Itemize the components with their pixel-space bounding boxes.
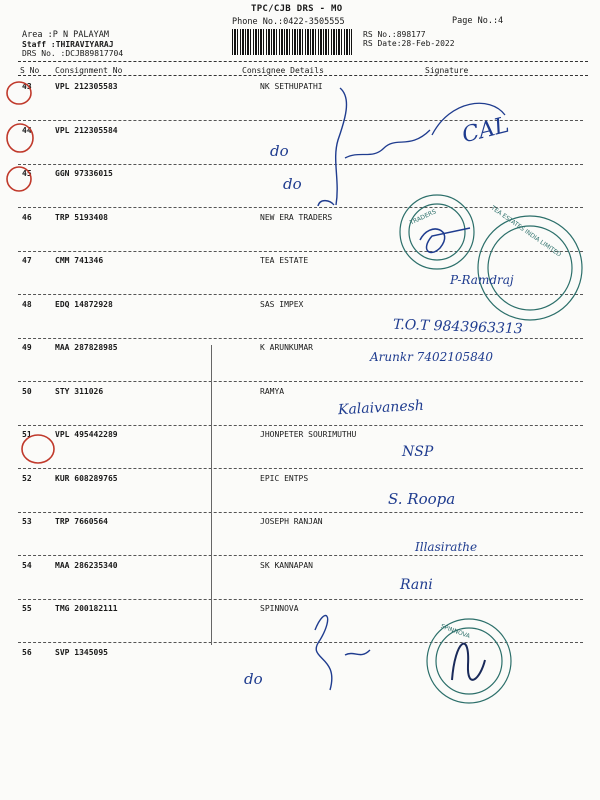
signature-row50: Kalaivanesh: [337, 397, 425, 419]
row-sno: 52: [22, 474, 32, 483]
staff-label: Staff :THIRAVIYARAJ: [22, 40, 114, 49]
stamp-1: [400, 195, 474, 269]
row-consignee: JOSEPH RANJAN: [260, 517, 323, 526]
row-consignment: TRP 7660564: [55, 517, 108, 526]
red-circle-43: [7, 82, 31, 104]
column-header-signature: Signature: [425, 66, 469, 75]
row-sno: 45: [22, 169, 32, 178]
column-header-consignment: Consignment No: [55, 66, 123, 75]
row-consignee: NK SETHUPATHI: [260, 82, 323, 91]
row-sno: 48: [22, 300, 32, 309]
red-circle-51: [22, 435, 54, 463]
row-consignment: VPL 212305583: [55, 82, 118, 91]
row-consignment: VPL 212305584: [55, 126, 118, 135]
row-consignment: EDQ 14872928: [55, 300, 113, 309]
red-circle-44: [7, 124, 33, 152]
row-sno: 44: [22, 126, 32, 135]
stamp-3-text: SPINNOVA: [439, 622, 471, 641]
scribble-row44: [345, 130, 430, 158]
drs-number: DRS No. :DCJB89817704: [22, 49, 124, 58]
red-circle-45: [7, 167, 31, 191]
row-consignment: STY 311026: [55, 387, 104, 396]
row-consignment: TRP 5193408: [55, 213, 108, 222]
signature-row52: S. Roopa: [388, 490, 456, 508]
row-sno: 49: [22, 343, 32, 352]
row-sno: 51: [22, 430, 32, 439]
signature-row49: Arunkr 7402105840: [370, 350, 494, 364]
row-consignment: MAA 286235340: [55, 561, 118, 570]
signature-row53: Illasirathe: [415, 540, 478, 554]
document-title: TPC/CJB DRS - MO: [251, 4, 343, 14]
row-consignee: JHONPETER SOURIMUTHU: [260, 430, 357, 439]
signature-row43: CAL: [459, 112, 512, 149]
row-sno: 46: [22, 213, 32, 222]
row-sno: 55: [22, 604, 32, 613]
row-sno: 50: [22, 387, 32, 396]
signature-row55: [315, 616, 370, 690]
handwritten-do-2: do: [283, 175, 302, 193]
handwritten-do-1: do: [270, 142, 289, 160]
phone-number: Phone No.:0422-3505555: [232, 17, 345, 27]
rs-number: RS No.:898177: [363, 30, 426, 39]
row-consignee: TEA ESTATE: [260, 256, 309, 265]
signature-row54: Rani: [400, 577, 433, 593]
row-consignment: TMG 200182111: [55, 604, 118, 613]
signature-row46: [420, 228, 470, 252]
signature-row47: P-Ramdraj: [450, 273, 514, 287]
handwritten-do-3: do: [244, 670, 263, 688]
row-consignee: NEW ERA TRADERS: [260, 213, 333, 222]
row-consignment: SVP 1345095: [55, 648, 108, 657]
row-sno: 43: [22, 82, 32, 91]
brace-scribble: [318, 88, 346, 206]
row-consignee: EPIC ENTPS: [260, 474, 309, 483]
page-number: Page No.:4: [452, 16, 504, 26]
rs-date: RS Date:28-Feb-2022: [363, 39, 455, 48]
row-consignee: SAS IMPEX: [260, 300, 304, 309]
signature-row56: [452, 644, 485, 680]
stamp-2-text: TEA ESTATES INDIA LIMITED: [489, 204, 563, 259]
signature-row51: NSP: [402, 444, 434, 460]
column-header-sno: S No: [20, 66, 40, 75]
stamp-1-text: TRADERS: [408, 208, 438, 227]
row-consignment: KUR 608289765: [55, 474, 118, 483]
row-sno: 56: [22, 648, 32, 657]
signature-row48: T.O.T 9843963313: [392, 316, 523, 338]
row-consignee: K ARUNKUMAR: [260, 343, 313, 352]
row-sno: 47: [22, 256, 32, 265]
row-consignee: SK KANNAPAN: [260, 561, 313, 570]
area-label: Area :P N PALAYAM: [22, 30, 109, 40]
row-sno: 53: [22, 517, 32, 526]
row-sno: 54: [22, 561, 32, 570]
row-consignee: SPINNOVA: [260, 604, 299, 613]
row-consignment: MAA 287828985: [55, 343, 118, 352]
row-consignee: RAMYA: [260, 387, 285, 396]
row-consignment: GGN 97336015: [55, 169, 113, 178]
row-consignment: VPL 495442289: [55, 430, 118, 439]
column-header-consignee: Consignee Details: [242, 66, 324, 75]
row-consignment: CMM 741346: [55, 256, 104, 265]
